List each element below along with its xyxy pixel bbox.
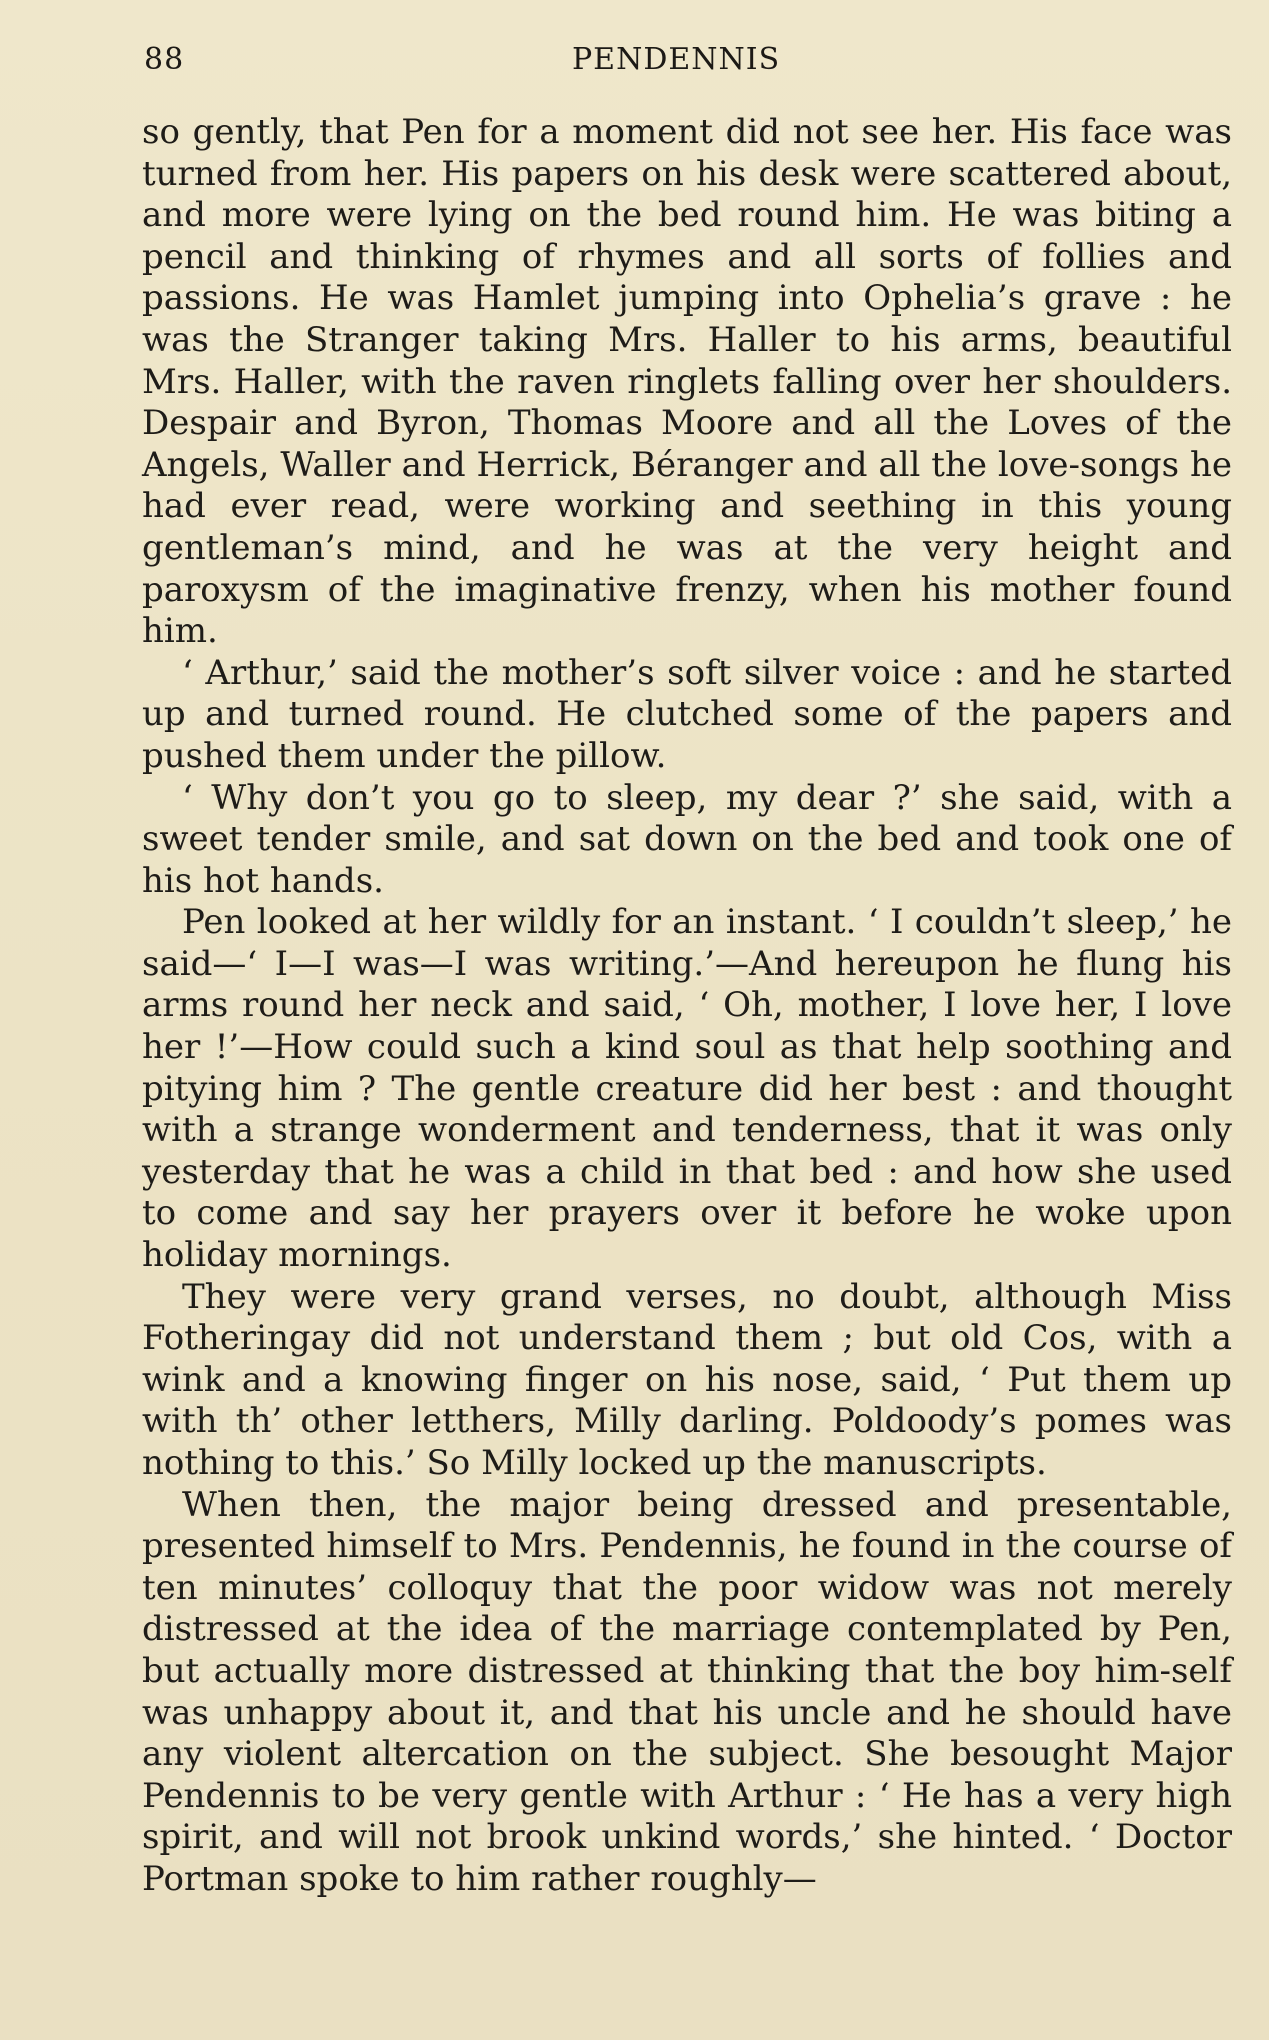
paragraph: so gently, that Pen for a moment did not see her. His face was turned from her. His papers on his desk were scattered about, and more were lying on the bed round him. He was biting a pencil and thinking of rhymes and all sorts of follies and passions. He was Hamlet jumping into Ophelia’s grave : he was the Stranger taking Mrs. Haller to his arms, beautiful Mrs. Haller, with the raven ringlets falling over her shoulders. Despair and Byron, Thomas Moore and all the Loves of the Angels, Waller and Herrick, Béranger and all the love-songs he had ever read, were working and seething in this young gentleman’s mind, and he was at the very height and paroxysm of the imaginative frenzy, when his mother found him.: [142, 112, 1232, 652]
paragraph: They were very grand verses, no doubt, although Miss Fotheringay did not understand them ; but old Cos, with a wink and a knowing finger on his nose, said, ‘ Put them up with th’ other letthers, Milly darling. Poldoody’s pomes was nothing to this.’ So Milly locked up the manuscripts.: [142, 1276, 1232, 1483]
paragraph: When then, the major being dressed and presentable, presented himself to Mrs. Pendennis, he found in the course of ten minutes’ colloquy that the poor widow was not merely distressed at the idea of the marriage contemplated by Pen, but actually more distressed at thinking that the boy him-self was unhappy about it, and that his uncle and he should have any violent altercation on the subject. She besought Major Pendennis to be very gentle with Arthur : ‘ He has a very high spirit, and will not brook unkind words,’ she hinted. ‘ Doctor Portman spoke to him rather roughly—: [142, 1484, 1232, 1899]
paragraph: Pen looked at her wildly for an instant. ‘ I couldn’t sleep,’ he said—‘ I—I was—I was writing.’—And hereupon he flung his arms round her neck and said, ‘ Oh, mother, I love her, I love her !’—How could such a kind soul as that help soothing and pitying him ? The gentle creature did her best : and thought with a strange wonderment and tenderness, that it was only yesterday that he was a child in that bed : and how she used to come and say her prayers over it before he woke upon holiday mornings.: [142, 902, 1232, 1276]
paragraph: ‘ Arthur,’ said the mother’s soft silver voice : and he started up and turned round. He clutched some of the papers and pushed them under the pillow.: [142, 652, 1232, 776]
body-text: [142, 112, 1232, 1901]
page-header: [144, 42, 1234, 86]
page-number: 88: [144, 42, 185, 77]
running-title: PENDENNIS: [572, 42, 781, 77]
paragraph: ‘ Why don’t you go to sleep, my dear ?’ she said, with a sweet tender smile, and sat down on the bed and took one of his hot hands.: [142, 777, 1232, 901]
